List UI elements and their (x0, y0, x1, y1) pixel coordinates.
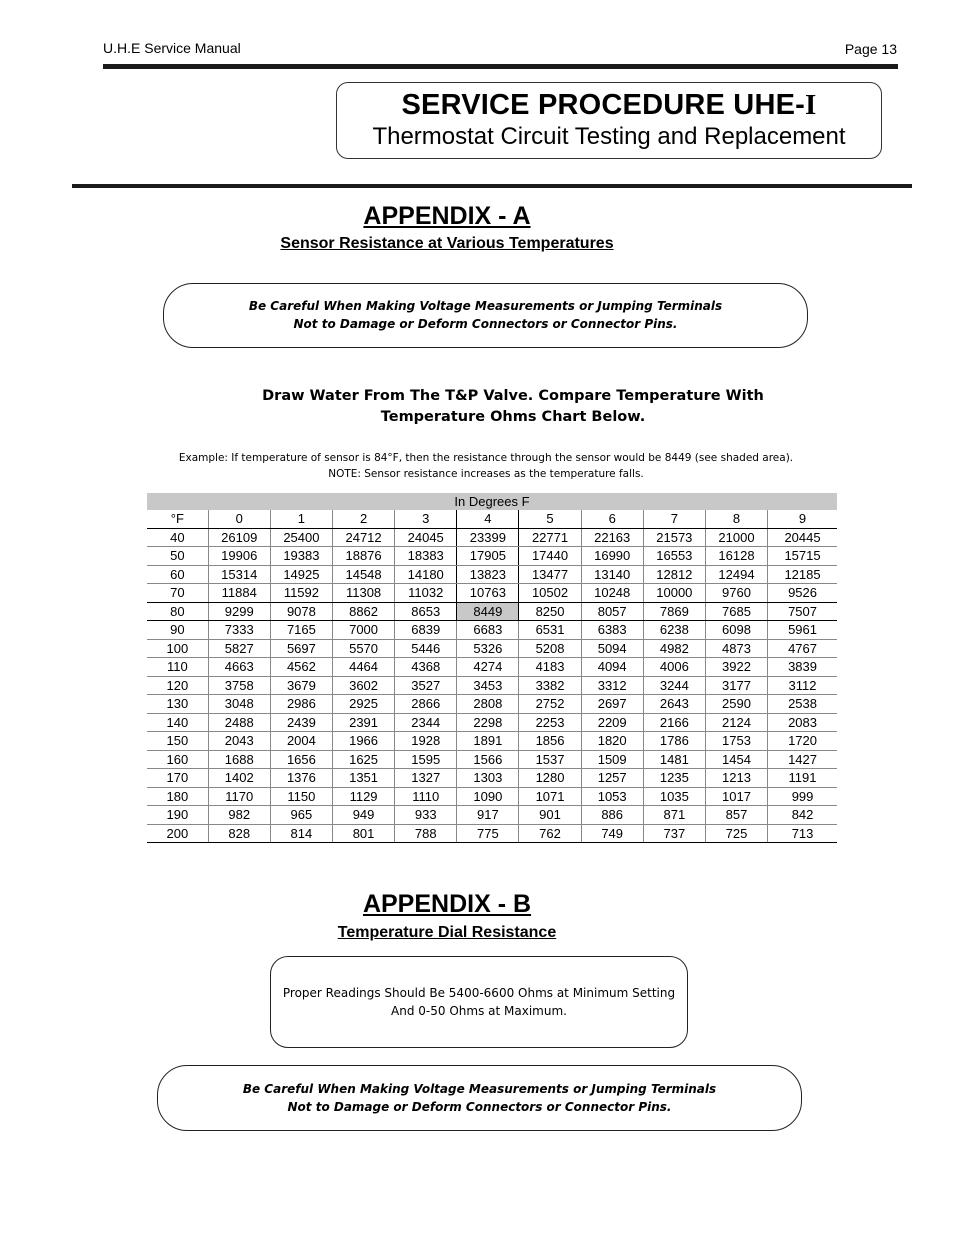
table-cell: 2124 (705, 713, 767, 732)
table-row-temperature: 140 (147, 713, 208, 732)
section-divider (72, 184, 912, 188)
table-cell: 1035 (643, 787, 705, 806)
shaded-cell: 8449 (457, 602, 519, 621)
table-cell: 1537 (519, 750, 581, 769)
table-cell: 6683 (457, 621, 519, 640)
table-row-temperature: 180 (147, 787, 208, 806)
table-cell: 965 (270, 806, 332, 825)
table-cell: 1720 (768, 732, 837, 751)
table-cell: 871 (643, 806, 705, 825)
table-cell: 15715 (768, 547, 837, 566)
table-cell: 18876 (332, 547, 394, 566)
table-cell: 7507 (768, 602, 837, 621)
table-header-cell: 1 (270, 510, 332, 528)
table-cell: 11032 (395, 584, 457, 603)
table-cell: 737 (643, 824, 705, 843)
table-cell: 3048 (208, 695, 270, 714)
table-cell: 9299 (208, 602, 270, 621)
table-cell: 10248 (581, 584, 643, 603)
table-cell: 1595 (395, 750, 457, 769)
table-cell: 1402 (208, 769, 270, 788)
table-cell: 22771 (519, 528, 581, 547)
table-cell: 775 (457, 824, 519, 843)
table-cell: 5570 (332, 639, 394, 658)
table-cell: 3602 (332, 676, 394, 695)
table-row-temperature: 60 (147, 565, 208, 584)
table-cell: 1150 (270, 787, 332, 806)
table-cell: 2866 (395, 695, 457, 714)
table-cell: 1191 (768, 769, 837, 788)
table-cell: 2697 (581, 695, 643, 714)
table-row-temperature: 160 (147, 750, 208, 769)
table-cell: 1891 (457, 732, 519, 751)
table-cell: 3177 (705, 676, 767, 695)
table-cell: 6238 (643, 621, 705, 640)
table-cell: 25400 (270, 528, 332, 547)
table-cell: 7000 (332, 621, 394, 640)
table-cell: 2590 (705, 695, 767, 714)
table-cell: 1966 (332, 732, 394, 751)
example-note (100, 450, 872, 482)
table-cell: 8653 (395, 602, 457, 621)
table-cell: 3453 (457, 676, 519, 695)
table-cell: 3839 (768, 658, 837, 677)
table-header-cell: °F (147, 510, 208, 528)
table-cell: 1454 (705, 750, 767, 769)
table-cell: 5446 (395, 639, 457, 658)
table-cell: 1280 (519, 769, 581, 788)
table-row (147, 806, 837, 825)
appendix-b-heading: APPENDIX - B (362, 890, 532, 918)
table-cell: 4464 (332, 658, 394, 677)
table-cell: 1820 (581, 732, 643, 751)
table-cell: 3758 (208, 676, 270, 695)
table-cell: 13140 (581, 565, 643, 584)
table-cell: 1928 (395, 732, 457, 751)
table-cell: 26109 (208, 528, 270, 547)
table-cell: 2986 (270, 695, 332, 714)
table-cell: 857 (705, 806, 767, 825)
table-cell: 901 (519, 806, 581, 825)
table-cell: 1688 (208, 750, 270, 769)
table-header-cell: 8 (705, 510, 767, 528)
warning-box-a (163, 283, 808, 348)
table-cell: 8057 (581, 602, 643, 621)
table-cell: 2439 (270, 713, 332, 732)
table-cell: 1753 (705, 732, 767, 751)
table-cell: 886 (581, 806, 643, 825)
table-cell: 16553 (643, 547, 705, 566)
table-cell: 5961 (768, 621, 837, 640)
table-cell: 4663 (208, 658, 270, 677)
table-cell: 6531 (519, 621, 581, 640)
table-cell: 1110 (395, 787, 457, 806)
table-cell: 6383 (581, 621, 643, 640)
table-row (147, 676, 837, 695)
table-cell: 17905 (457, 547, 519, 566)
table-row-temperature: 120 (147, 676, 208, 695)
reading-line: Proper Readings Should Be 5400-6600 Ohms at Minimum Setting (282, 986, 676, 1000)
table-cell: 5094 (581, 639, 643, 658)
table-row-temperature: 100 (147, 639, 208, 658)
table-cell: 9078 (270, 602, 332, 621)
table-cell: 13823 (457, 565, 519, 584)
table-cell: 5697 (270, 639, 332, 658)
table-cell: 2808 (457, 695, 519, 714)
table-cell: 1376 (270, 769, 332, 788)
table-cell: 4094 (581, 658, 643, 677)
table-cell: 6839 (395, 621, 457, 640)
table-cell: 18383 (395, 547, 457, 566)
table-cell: 1257 (581, 769, 643, 788)
table-cell: 713 (768, 824, 837, 843)
table-row-temperature: 80 (147, 602, 208, 621)
appendix-a-subheading: Sensor Resistance at Various Temperatures (280, 235, 614, 252)
table-caption: In Degrees F (147, 493, 837, 510)
table-cell: 3244 (643, 676, 705, 695)
table-row-temperature: 70 (147, 584, 208, 603)
table-cell: 12812 (643, 565, 705, 584)
table-cell: 1090 (457, 787, 519, 806)
table-row-temperature: 150 (147, 732, 208, 751)
table-cell: 3382 (519, 676, 581, 695)
table-cell: 7333 (208, 621, 270, 640)
table-cell: 1656 (270, 750, 332, 769)
table-cell: 21573 (643, 528, 705, 547)
instruction-line: Draw Water From The T&P Valve. Compare Temperature With (262, 388, 764, 404)
table-cell: 12185 (768, 565, 837, 584)
header-rule (103, 64, 898, 69)
table-row (147, 565, 837, 584)
table-row-temperature: 190 (147, 806, 208, 825)
table-cell: 3679 (270, 676, 332, 695)
table-cell: 14925 (270, 565, 332, 584)
table-cell: 2538 (768, 695, 837, 714)
table-row (147, 528, 837, 547)
table-cell: 14548 (332, 565, 394, 584)
table-cell: 842 (768, 806, 837, 825)
table-cell: 10502 (519, 584, 581, 603)
table-cell: 11308 (332, 584, 394, 603)
table-cell: 5827 (208, 639, 270, 658)
table-row (147, 658, 837, 677)
table-cell: 20445 (768, 528, 837, 547)
table-cell: 9526 (768, 584, 837, 603)
table-cell: 4562 (270, 658, 332, 677)
table-cell: 7869 (643, 602, 705, 621)
table-cell: 12494 (705, 565, 767, 584)
table-cell: 1213 (705, 769, 767, 788)
table-cell: 3922 (705, 658, 767, 677)
table-row (147, 602, 837, 621)
table-row (147, 732, 837, 751)
table-cell: 10000 (643, 584, 705, 603)
table-cell: 1427 (768, 750, 837, 769)
sensor-resistance-table (147, 493, 837, 843)
table-cell: 9760 (705, 584, 767, 603)
table-cell: 24712 (332, 528, 394, 547)
table-cell: 2298 (457, 713, 519, 732)
table-cell: 999 (768, 787, 837, 806)
appendix-b-subheading: Temperature Dial Resistance (337, 924, 557, 941)
table-cell: 1170 (208, 787, 270, 806)
table-cell: 2166 (643, 713, 705, 732)
table-row (147, 713, 837, 732)
table-cell: 2253 (519, 713, 581, 732)
table-cell: 1017 (705, 787, 767, 806)
table-cell: 725 (705, 824, 767, 843)
table-cell: 5326 (457, 639, 519, 658)
table-cell: 16990 (581, 547, 643, 566)
table-cell: 23399 (457, 528, 519, 547)
table-cell: 982 (208, 806, 270, 825)
warning-line: Be Careful When Making Voltage Measurements or Jumping Terminals (242, 1082, 717, 1096)
table-cell: 1481 (643, 750, 705, 769)
table-cell: 4368 (395, 658, 457, 677)
table-row (147, 750, 837, 769)
table-cell: 2004 (270, 732, 332, 751)
table-cell: 15314 (208, 565, 270, 584)
table-header-cell: 7 (643, 510, 705, 528)
table-cell: 10763 (457, 584, 519, 603)
table-row (147, 621, 837, 640)
table-cell: 801 (332, 824, 394, 843)
table-header-row (147, 510, 837, 528)
table-cell: 4982 (643, 639, 705, 658)
table-cell: 1053 (581, 787, 643, 806)
table-row-temperature: 90 (147, 621, 208, 640)
table-cell: 814 (270, 824, 332, 843)
warning-line: Be Careful When Making Voltage Measurements or Jumping Terminals (248, 299, 723, 313)
table-cell: 24045 (395, 528, 457, 547)
procedure-title-text: SERVICE PROCEDURE UHE- (401, 89, 805, 121)
instruction-text (230, 386, 796, 428)
table-cell: 4873 (705, 639, 767, 658)
example-line: NOTE: Sensor resistance increases as the temperature falls. (328, 468, 644, 480)
table-cell: 16128 (705, 547, 767, 566)
table-cell: 5208 (519, 639, 581, 658)
table-cell: 13477 (519, 565, 581, 584)
table-cell: 788 (395, 824, 457, 843)
page-number: Page 13 (844, 41, 897, 57)
table-cell: 8250 (519, 602, 581, 621)
table-cell: 2391 (332, 713, 394, 732)
table-row (147, 787, 837, 806)
table-cell: 1856 (519, 732, 581, 751)
table-header-cell: 4 (457, 510, 519, 528)
table-cell: 1625 (332, 750, 394, 769)
table-cell: 1303 (457, 769, 519, 788)
table-cell: 4767 (768, 639, 837, 658)
warning-box-b (157, 1065, 802, 1131)
table-cell: 749 (581, 824, 643, 843)
table-row (147, 695, 837, 714)
table-cell: 2643 (643, 695, 705, 714)
table-cell: 21000 (705, 528, 767, 547)
table-cell: 2925 (332, 695, 394, 714)
table-cell: 3112 (768, 676, 837, 695)
table-cell: 6098 (705, 621, 767, 640)
table-cell: 828 (208, 824, 270, 843)
table-cell: 2083 (768, 713, 837, 732)
table-cell: 22163 (581, 528, 643, 547)
manual-title: U.H.E Service Manual (103, 40, 241, 56)
table-cell: 3527 (395, 676, 457, 695)
table-cell: 7165 (270, 621, 332, 640)
instruction-line: Temperature Ohms Chart Below. (380, 409, 646, 425)
table-cell: 933 (395, 806, 457, 825)
table-cell: 1235 (643, 769, 705, 788)
table-cell: 2209 (581, 713, 643, 732)
table-cell: 4006 (643, 658, 705, 677)
table-row (147, 639, 837, 658)
table-row-temperature: 110 (147, 658, 208, 677)
table-header-cell: 0 (208, 510, 270, 528)
warning-line: Not to Damage or Deform Connectors or Connector Pins. (287, 1100, 672, 1114)
table-row (147, 547, 837, 566)
table-row-temperature: 130 (147, 695, 208, 714)
table-row (147, 824, 837, 843)
appendix-a-heading: APPENDIX - A (363, 202, 531, 230)
table-header-cell: 9 (768, 510, 837, 528)
table-row-temperature: 200 (147, 824, 208, 843)
procedure-title (337, 89, 881, 122)
table-row-temperature: 50 (147, 547, 208, 566)
table-row (147, 584, 837, 603)
table-cell: 917 (457, 806, 519, 825)
table-cell: 1566 (457, 750, 519, 769)
procedure-title-numeral: I (805, 89, 817, 121)
table-row (147, 769, 837, 788)
table-cell: 2344 (395, 713, 457, 732)
table-cell: 2488 (208, 713, 270, 732)
table-cell: 11884 (208, 584, 270, 603)
table-cell: 1071 (519, 787, 581, 806)
table-caption-row (147, 493, 837, 510)
table-cell: 19383 (270, 547, 332, 566)
table-cell: 949 (332, 806, 394, 825)
table-cell: 1786 (643, 732, 705, 751)
table-cell: 4183 (519, 658, 581, 677)
dial-reading-box (270, 956, 688, 1048)
table-cell: 17440 (519, 547, 581, 566)
table-row-temperature: 170 (147, 769, 208, 788)
table-cell: 1351 (332, 769, 394, 788)
table-cell: 4274 (457, 658, 519, 677)
table-row-temperature: 40 (147, 528, 208, 547)
procedure-subtitle: Thermostat Circuit Testing and Replacement (372, 123, 846, 150)
table-cell: 1129 (332, 787, 394, 806)
warning-line: Not to Damage or Deform Connectors or Connector Pins. (293, 317, 678, 331)
table-header-cell: 5 (519, 510, 581, 528)
table-cell: 1327 (395, 769, 457, 788)
procedure-title-box (336, 82, 882, 159)
table-cell: 3312 (581, 676, 643, 695)
table-header-cell: 2 (332, 510, 394, 528)
table-cell: 7685 (705, 602, 767, 621)
table-cell: 11592 (270, 584, 332, 603)
reading-line: And 0-50 Ohms at Maximum. (391, 1004, 567, 1018)
table-cell: 762 (519, 824, 581, 843)
table-cell: 2043 (208, 732, 270, 751)
table-cell: 19906 (208, 547, 270, 566)
table-cell: 2752 (519, 695, 581, 714)
table-header-cell: 3 (395, 510, 457, 528)
table-cell: 1509 (581, 750, 643, 769)
table-cell: 14180 (395, 565, 457, 584)
table-cell: 8862 (332, 602, 394, 621)
example-line: Example: If temperature of sensor is 84°F, then the resistance through the sensor would be 8449 (see shaded area). (178, 452, 794, 464)
table-header-cell: 6 (581, 510, 643, 528)
